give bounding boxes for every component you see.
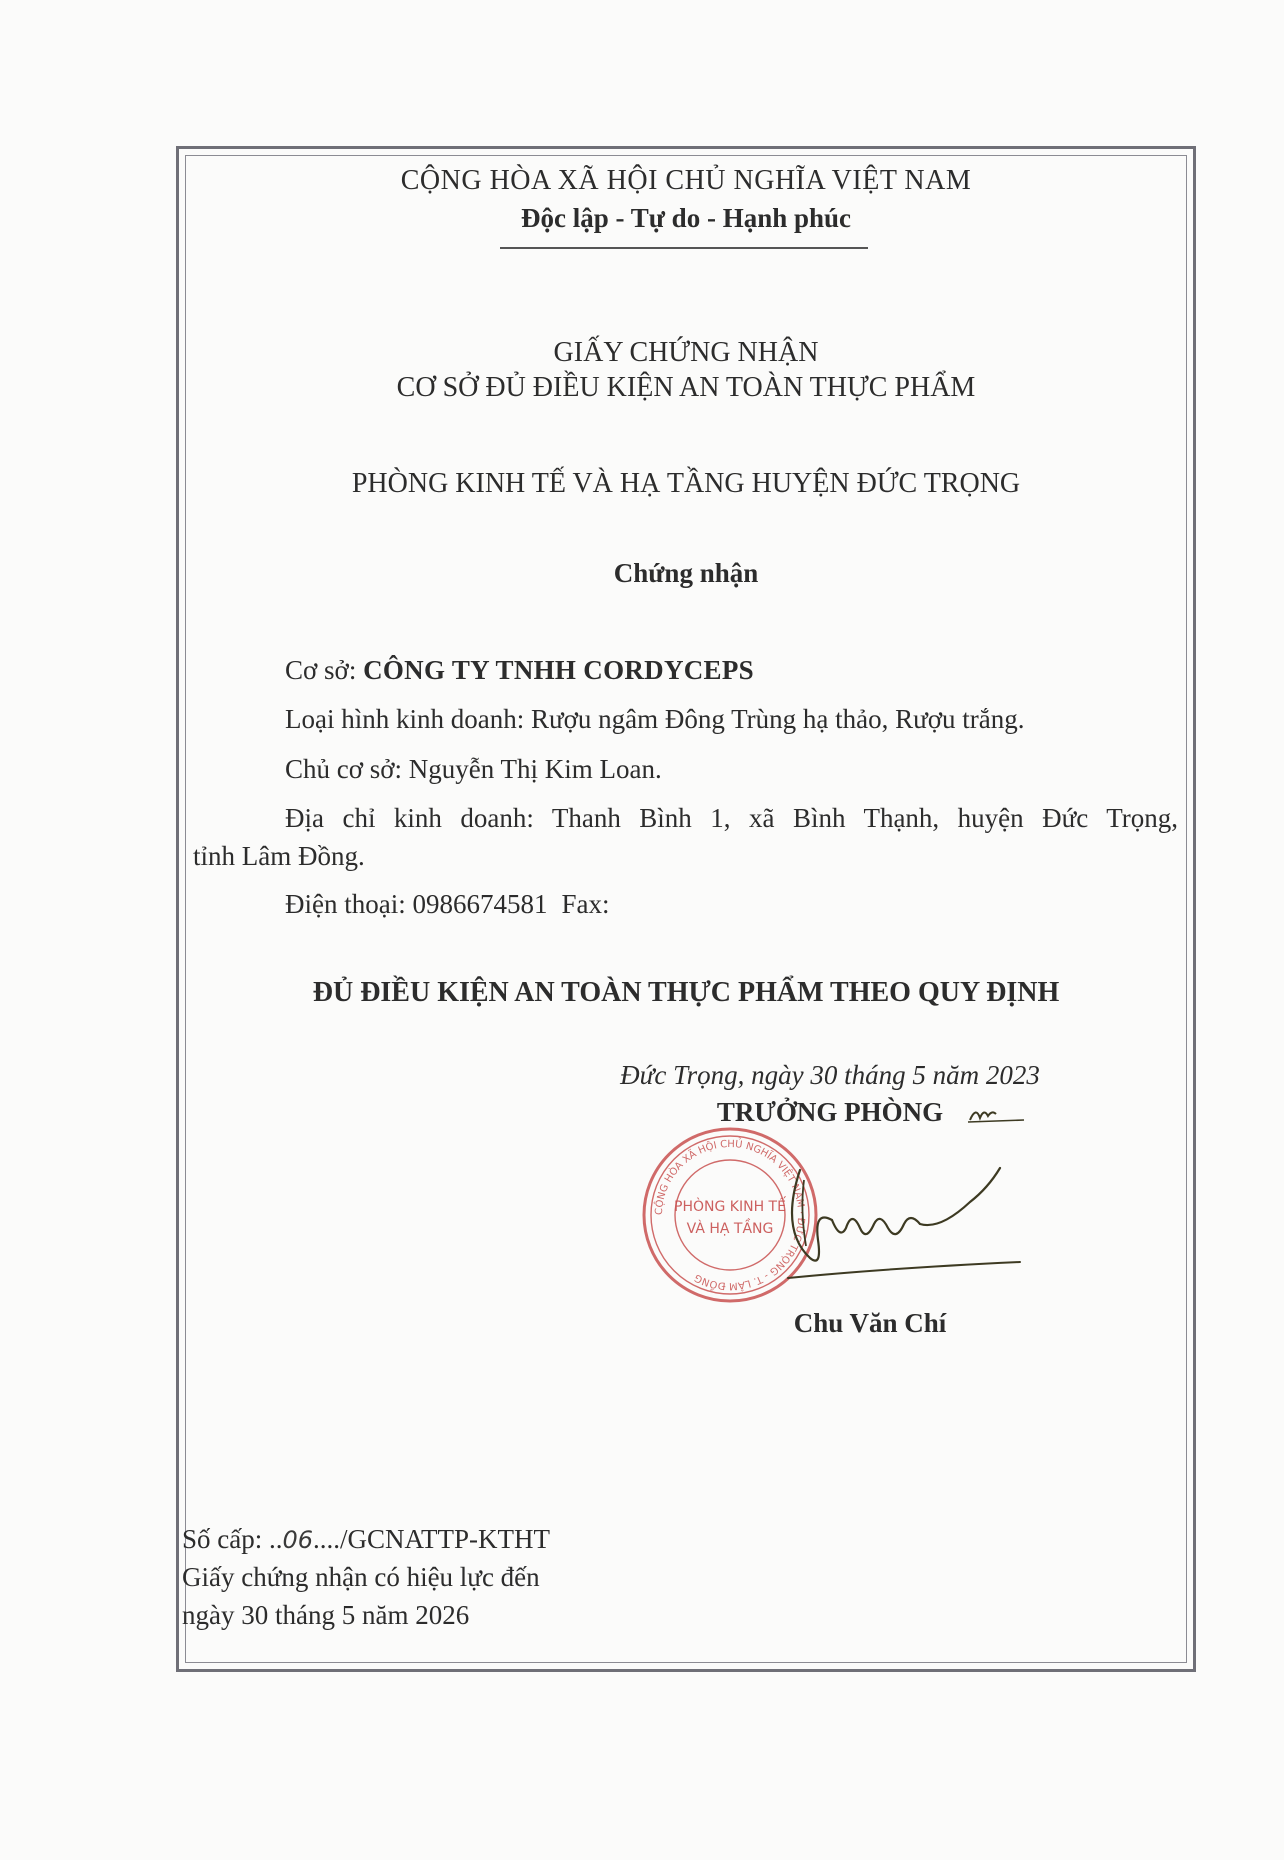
national-title: CỘNG HÒA XÃ HỘI CHỦ NGHĨA VIỆT NAM [400,165,972,196]
seal-center-line2: VÀ HẠ TẦNG [686,1221,774,1237]
fax-label: Fax: [561,889,610,919]
place-and-date: Đức Trọng, ngày 30 tháng 5 năm 2023 [620,1060,1040,1090]
establishment-label: Cơ sở: [285,655,357,685]
initials-mark-icon [966,1098,1026,1128]
business-address-line1: Địa chỉ kinh doanh: Thanh Bình 1, xã Bình Thạnh, huyện Đức Trọng, [285,803,1178,833]
business-type: Loại hình kinh doanh: Rượu ngâm Đông Trùng hạ thảo, Rượu trắng. [285,704,1025,734]
establishment-line [193,651,1178,689]
motto-underline [500,247,868,249]
establishment-name: CÔNG TY TNHH CORDYCEPS [363,655,754,685]
validity-line2: ngày 30 tháng 5 năm 2026 [182,1600,470,1630]
issue-number-suffix: ..../GCNATTP-KTHT [313,1524,551,1554]
signer-name: Chu Văn Chí [793,1308,947,1338]
certification-statement: ĐỦ ĐIỀU KIỆN AN TOÀN THỰC PHẨM THEO QUY ĐỊNH [312,977,1060,1008]
certification-label: Chứng nhận [613,558,759,588]
issue-number-handwritten: 06 [282,1526,314,1554]
certificate-subtitle: CƠ SỞ ĐỦ ĐIỀU KIỆN AN TOÀN THỰC PHẨM [396,372,976,403]
national-motto: Độc lập - Tự do - Hạnh phúc [520,203,852,233]
owner-name: Chủ cơ sở: Nguyễn Thị Kim Loan. [285,754,662,784]
phone-number: Điện thoại: 0986674581 [285,889,548,919]
issue-number [182,1524,550,1555]
contact-line [193,885,1178,923]
seal-ring-text: CỘNG HÒA XÃ HỘI CHỦ NGHĨA VIỆT NAM · ĐỨC TRỌNG - T. LÂM ĐỒNG [653,1138,807,1292]
handwritten-signature-icon [770,1150,1030,1290]
certificate-title: GIẤY CHỨNG NHẬN [553,337,819,368]
signer-position: TRƯỞNG PHÒNG [716,1097,944,1127]
issue-number-prefix: Số cấp: .. [182,1524,283,1554]
business-address-line2: tỉnh Lâm Đồng. [193,841,365,871]
seal-center-line1: PHÒNG KINH TẾ [674,1199,786,1215]
issuing-office: PHÒNG KINH TẾ VÀ HẠ TẦNG HUYỆN ĐỨC TRỌNG [351,468,1021,499]
validity-line1: Giấy chứng nhận có hiệu lực đến [182,1562,540,1592]
